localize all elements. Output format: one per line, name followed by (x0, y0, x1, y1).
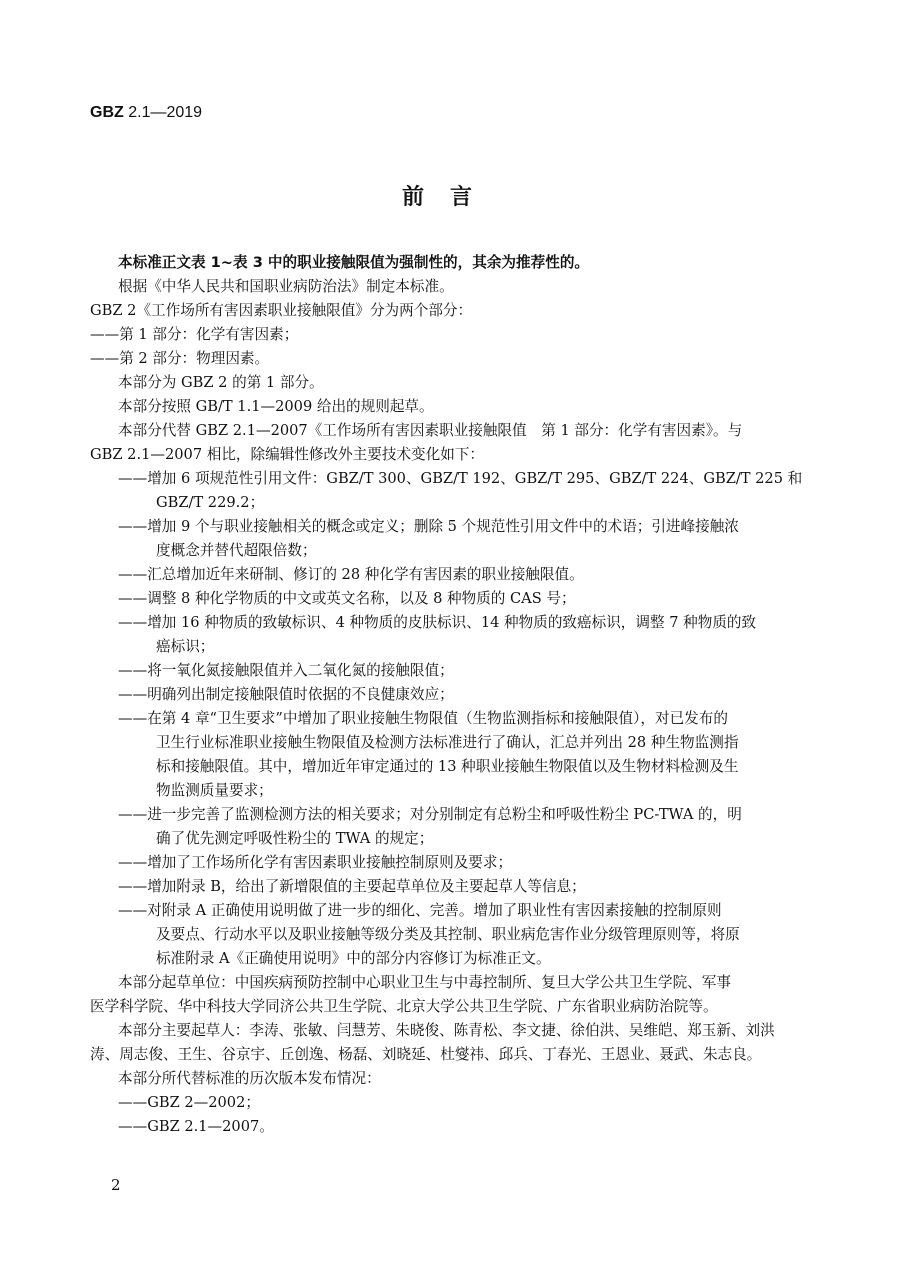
list-item (118, 803, 790, 851)
change-cont-line: 物监测质量要求； (156, 782, 273, 799)
change-line: ——进一步完善了监测检测方法的相关要求；对分别制定有总粉尘和呼吸性粉尘 PC-TWA 的，明 (118, 806, 742, 823)
change-cont-line: GBZ/T 229.2； (156, 494, 265, 511)
change-cont-line: 癌标识； (156, 638, 215, 655)
change-line: ——汇总增加近年来研制、修订的 28 种化学有害因素的职业接触限值。 (118, 566, 584, 583)
list-item (118, 851, 790, 875)
history-item: ——GBZ 2—2002； (118, 1094, 260, 1111)
change-cont-line: 度概念并替代超限倍数； (156, 542, 317, 559)
parts-item-2: ——第 2 部分：物理因素。 (90, 350, 270, 367)
change-line: ——在第 4 章“卫生要求”中增加了职业接触生物限值（生物监测指标和接触限值），对已发布的 (118, 710, 728, 727)
list-item (118, 467, 803, 515)
paragraph-drafting-rules: 本部分按照 GB/T 1.1—2009 给出的规则起草。 (118, 398, 434, 415)
changes-list (118, 467, 803, 971)
standard-code (90, 104, 202, 122)
list-item (118, 659, 790, 683)
change-cont-line: 标准附录 A《正确使用说明》中的部分内容修订为标准正文。 (156, 950, 551, 967)
page-title: 前言 (401, 185, 498, 210)
change-line: ——明确列出制定接触限值时依据的不良健康效应； (118, 686, 454, 703)
list-item (118, 683, 790, 707)
change-cont-line: 卫生行业标准职业接触生物限值及检测方法标准进行了确认，汇总并列出 28 种生物监测指 (156, 734, 739, 751)
change-line: ——将一氧化氮接触限值并入二氧化氮的接触限值； (118, 662, 454, 679)
change-line: ——增加 6 项规范性引用文件：GBZ/T 300、GBZ/T 192、GBZ/T 295、GBZ/T 224、GBZ/T 225 和 (118, 470, 803, 487)
change-line: ——增加 9 个与职业接触相关的概念或定义；删除 5 个规范性引用文件中的术语；引进峰接触浓 (118, 518, 739, 535)
change-cont-line: 标和接触限值。其中，增加近年审定通过的 13 种职业接触生物限值以及生物材料检测及生 (156, 758, 739, 775)
paragraph-basis: 根据《中华人民共和国职业病防治法》制定本标准。 (118, 278, 454, 295)
history-intro: 本部分所代替标准的历次版本发布情况： (118, 1070, 381, 1087)
drafting-units-line2: 医学科学院、华中科技大学同济公共卫生学院、北京大学公共卫生学院、广东省职业病防治院等。 (90, 998, 718, 1015)
paragraph-part-number: 本部分为 GBZ 2 的第 1 部分。 (118, 374, 324, 391)
change-line: ——对附录 A 正确使用说明做了进一步的细化、完善。增加了职业性有害因素接触的控制原则 (118, 902, 722, 919)
parts-item-1: ——第 1 部分：化学有害因素； (90, 326, 299, 343)
change-line: ——增加附录 B，给出了新增限值的主要起草单位及主要起草人等信息； (118, 878, 586, 895)
list-item (118, 515, 790, 563)
standard-code-number: 2.1—2019 (123, 104, 203, 121)
list-item (118, 707, 790, 803)
history-item: ——GBZ 2.1—2007。 (118, 1118, 274, 1135)
change-cont-line: 确了优先测定呼吸性粉尘的 TWA 的规定； (156, 830, 434, 847)
paragraph-parts-intro: GBZ 2《工作场所有害因素职业接触限值》分为两个部分： (90, 302, 473, 319)
list-item (118, 899, 790, 971)
list-item (118, 611, 790, 659)
drafters-line2: 涛、周志俊、王生、谷京宇、丘创逸、杨磊、刘晓延、杜燮祎、邱兵、丁春光、王恩业、聂武、朱志良。 (90, 1046, 762, 1063)
page-number: 2 (111, 1176, 121, 1194)
list-item (118, 563, 790, 587)
change-line: ——增加了工作场所化学有害因素职业接触控制原则及要求； (118, 854, 513, 871)
mandatory-statement: 本标准正文表 1~表 3 中的职业接触限值为强制性的，其余为推荐性的。 (118, 254, 590, 271)
list-item (118, 875, 790, 899)
change-line: ——调整 8 种化学物质的中文或英文名称，以及 8 种物质的 CAS 号； (118, 590, 576, 607)
drafters-line1: 本部分主要起草人：李涛、张敏、闫慧芳、朱晓俊、陈青松、李文捷、徐伯洪、吴维皑、郑玉新、刘洪 (118, 1022, 775, 1039)
paragraph-replaces-line1: 本部分代替 GBZ 2.1—2007《工作场所有害因素职业接触限值 第 1 部分：化学有害因素》。与 (118, 422, 743, 439)
standard-code-prefix: GBZ (90, 104, 124, 121)
change-line: ——增加 16 种物质的致敏标识、4 种物质的皮肤标识、14 种物质的致癌标识，调整 7 种物质的致 (118, 614, 757, 631)
paragraph-replaces-line2: GBZ 2.1—2007 相比，除编辑性修改外主要技术变化如下： (90, 446, 485, 463)
change-cont-line: 及要点、行动水平以及职业接触等级分类及其控制、职业病危害作业分级管理原则等，将原 (156, 926, 740, 943)
foreword-body (90, 251, 803, 1139)
list-item (118, 587, 790, 611)
drafting-units-line1: 本部分起草单位：中国疾病预防控制中心职业卫生与中毒控制所、复旦大学公共卫生学院、军事 (118, 974, 731, 991)
